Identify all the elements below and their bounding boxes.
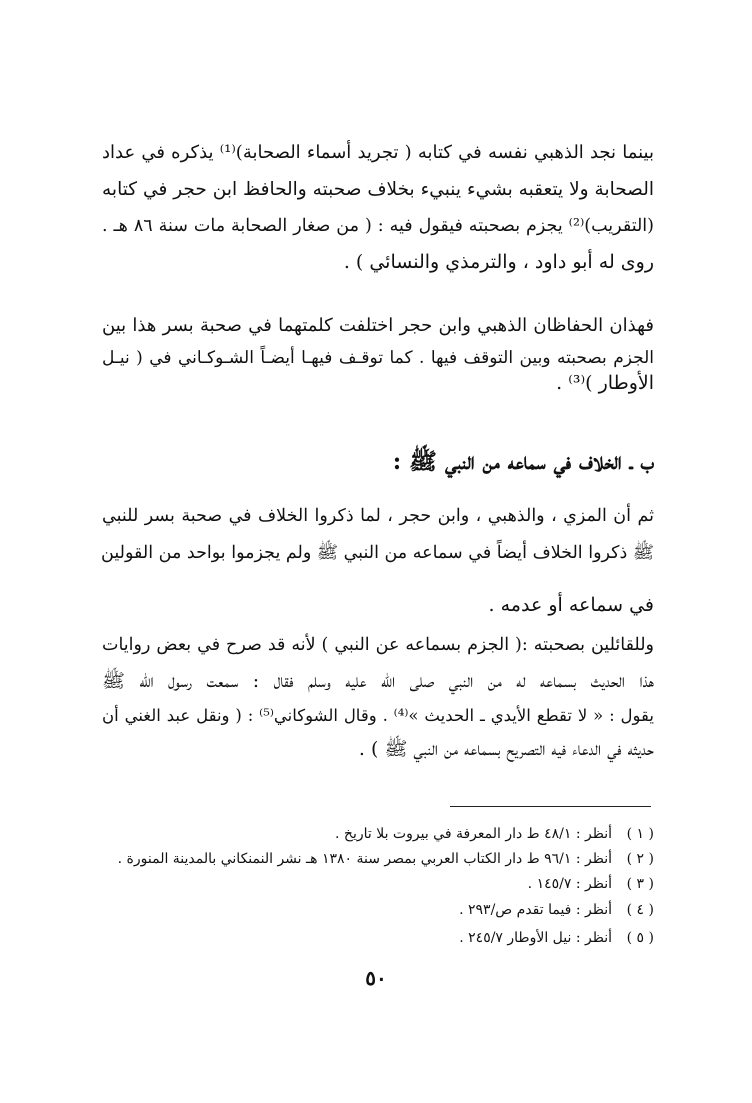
footnote-text: أنظر : فيما تقدم ص/٢٩٣ .	[459, 902, 612, 918]
paragraph-line: روى له أبو داود ، والترمذي والنسائي ) .	[343, 251, 654, 273]
paragraph-line: فهذان الحفاظان الذهبي وابن حجر اختلفت كلمتهما في صحبة بسر هذا بين	[102, 315, 654, 336]
paragraph-line: ﷺ ذكروا الخلاف أيضاً في سماعه من النبي ﷺ ولم يجزموا بواحد من القولين	[101, 543, 654, 563]
footnote-number: ( ٥ )	[626, 930, 654, 946]
footnote-4	[94, 898, 654, 922]
paragraph-line: الصحابة ولا يتعقبه بشيء ينبيء بخلاف صحبته والحافظ ابن حجر في كتابه	[102, 179, 654, 200]
page-number: ٥٠	[365, 966, 387, 990]
footnote-5	[94, 926, 654, 950]
paragraph-line: يقول : « لا تقطع الأيدي ـ الحديث »⁽⁴⁾ . وقال الشوكاني⁽⁵⁾ : ( ونقل عبد الغني أن	[102, 706, 654, 725]
footnote-number: ( ٤ )	[626, 902, 654, 918]
section-heading: ب ـ الخلاف في سماعه من النبي ﷺ :	[392, 448, 654, 475]
footnote-separator	[450, 806, 651, 807]
footnote-number: ( ١ )	[626, 826, 654, 842]
paragraph-line: وللقائلين بصحبته :( الجزم بسماعه عن النبي ) لأنه قد صرح في بعض روايات	[102, 635, 654, 655]
paragraph-line: حديثه في الدعاء فيه التصريح بسماعه من النبي ﷺ ) .	[358, 738, 654, 760]
paragraph-line: في سماعه أو عدمه .	[488, 594, 654, 616]
footnote-1	[94, 822, 654, 846]
paragraph-line: هذا الحديث بسماعه له من النبي صلى الله عليه وسلم فقال : سمعت رسول الله ﷺ	[102, 670, 654, 692]
footnote-text: أنظر : ٩٦/١ ط دار الكتاب العربي بمصر سنة ١٣٨٠ هـ نشر النمنكاني بالمدينة المنورة .	[117, 851, 612, 867]
paragraph-line: بينما نجد الذهبي نفسه في كتابه ( تجريد أسماء الصحابة)⁽¹⁾ يذكره في عداد	[102, 142, 654, 163]
footnote-3	[94, 872, 654, 896]
paragraph-line: الأوطار )⁽³⁾ .	[556, 372, 654, 394]
footnote-number: ( ٣ )	[626, 876, 654, 892]
paragraph-line: الجزم بصحبته وبين التوقف فيها . كما توقـف فيهـا أيضـاً الشـوكـاني في ( نيـل	[102, 348, 654, 368]
footnote-text: أنظر : ١٤٥/٧ .	[527, 876, 612, 892]
paragraph-line: (التقريب)⁽²⁾ يجزم بصحبته فيقول فيه : ( من صغار الصحابة مات سنة ٨٦ هـ .	[102, 216, 654, 236]
paragraph-line: ثم أن المزي ، والذهبي ، وابن حجر ، لما ذكروا الخلاف في صحبة بسر للنبي	[102, 506, 654, 526]
footnote-text: أنظر : نيل الأوطار ٢٤٥/٧ .	[459, 930, 612, 946]
footnote-text: أنظر : ٤٨/١ ط دار المعرفة في بيروت بلا تاريخ .	[335, 826, 612, 842]
footnote-number: ( ٢ )	[626, 851, 654, 867]
footnote-2	[94, 847, 654, 871]
